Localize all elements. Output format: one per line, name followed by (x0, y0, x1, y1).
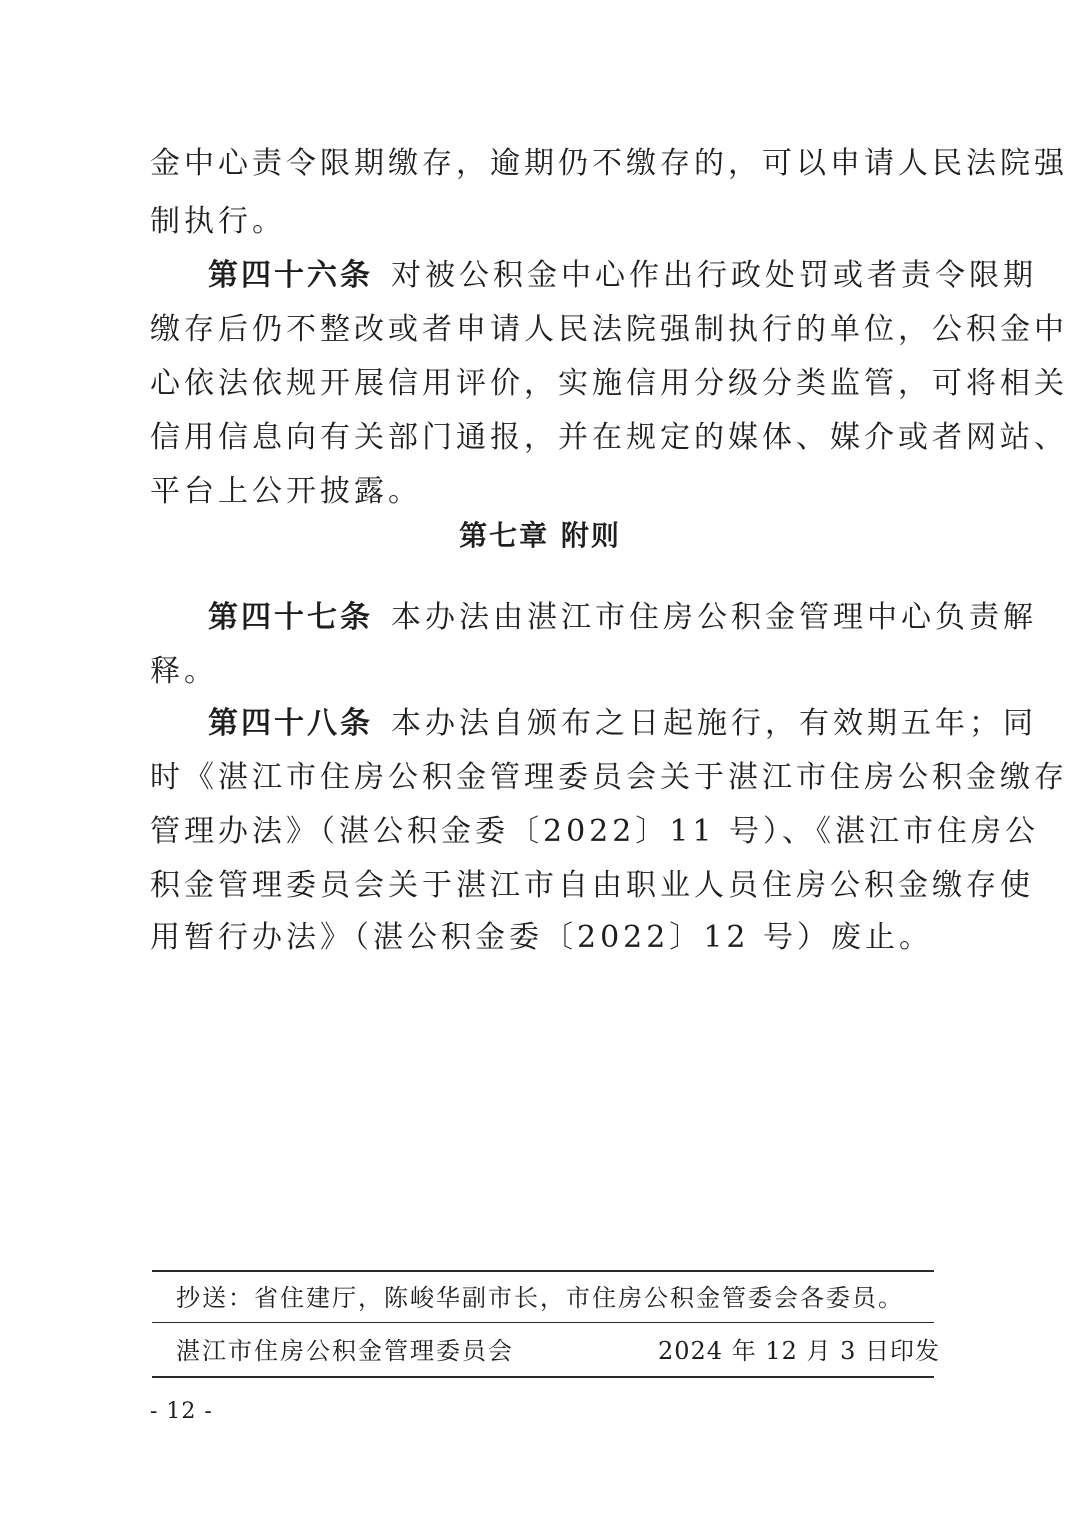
issuer-name: 湛江市住房公积金管理委员会 (176, 1337, 514, 1365)
cc-line: 抄送：省住建厅，陈峻华副市长，市住房公积金管委会各委员。 (176, 1284, 904, 1312)
article46-line-4: 信用信息向有关部门通报，并在规定的媒体、媒介或者网站、 (150, 420, 1068, 455)
article45-line-1: 金中心责令限期缴存，逾期仍不缴存的，可以申请人民法院强 (150, 146, 1068, 181)
footer-bottom-rule (152, 1376, 934, 1378)
article46-line-1-text: 对被公积金中心作出行政处罚或者责令限期 (391, 258, 1037, 293)
article48-line-4: 积金管理委员会关于湛江市自由职业人员住房公积金缴存使 (150, 868, 1034, 903)
article47-line-1-text: 本办法由湛江市住房公积金管理中心负责解 (391, 600, 1037, 635)
article45-line-2: 制执行。 (150, 204, 286, 239)
article48-line-1-text: 本办法自颁布之日起施行，有效期五年；同 (391, 706, 1037, 741)
article46-line-1 (208, 256, 1037, 296)
article46-line-2: 缴存后仍不整改或者申请人民法院强制执行的单位，公积金中 (150, 312, 1068, 347)
article48-line-5: 用暂行办法》（湛公积金委〔2022〕12 号）废止。 (150, 920, 934, 955)
footer-top-rule (152, 1270, 934, 1272)
footer-middle-rule (152, 1322, 934, 1323)
article48-line-1 (208, 704, 1037, 744)
article47-label: 第四十七条 (208, 600, 373, 635)
issue-date: 2024 年 12 月 3 日印发 (658, 1337, 941, 1365)
article48-line-3: 管理办法》（湛公积金委〔2022〕11 号）、《湛江市住房公 (150, 814, 1040, 849)
article46-line-5: 平台上公开披露。 (150, 474, 422, 509)
article47-line-1 (208, 598, 1037, 638)
article47-line-2: 释。 (150, 654, 218, 689)
article48-line-2: 时《湛江市住房公积金管理委员会关于湛江市住房公积金缴存 (150, 760, 1068, 795)
chapter-title: 第七章 附则 (459, 519, 621, 552)
article48-label: 第四十八条 (208, 706, 373, 741)
page-number: - 12 - (150, 1399, 213, 1424)
article46-label: 第四十六条 (208, 258, 373, 293)
article46-line-3: 心依法依规开展信用评价，实施信用分级分类监管，可将相关 (150, 366, 1068, 401)
